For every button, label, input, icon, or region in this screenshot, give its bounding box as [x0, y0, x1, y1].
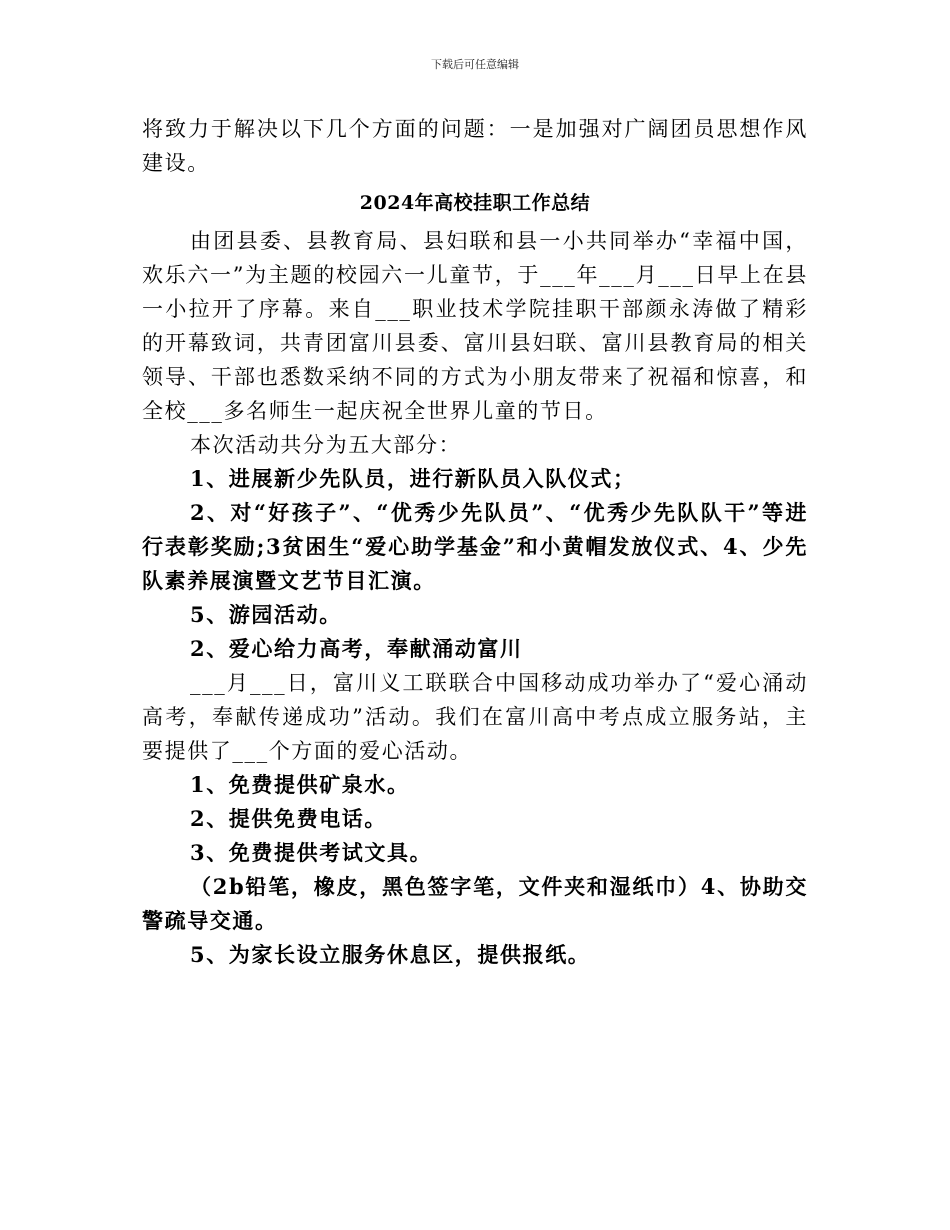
service-item-3: 3、免费提供考试文具。 [190, 840, 433, 865]
intro-paragraph: 将致力于解决以下几个方面的问题：一是加强对广阔团员思想作风建设。 [142, 117, 808, 175]
service-item-4: （2b铅笔，橡皮，黑色签字笔，文件夹和湿纸巾）4、协助交警疏导交通。 [142, 874, 808, 933]
document-title: 2024年高校挂职工作总结 [359, 192, 591, 214]
paragraph-2: 本次活动共分为五大部分： [190, 433, 462, 457]
paragraph-3: ___月___日，富川义工联联合中国移动成功举办了“爱心涌动高考，奉献传递成功”活动。我们在富川高中考点成立服务站，主要提供了___个方面的爱心活动。 [142, 671, 808, 763]
service-item-1: 1、免费提供矿泉水。 [190, 772, 410, 797]
section-2-heading: 2、爱心给力高考，奉献涌动富川 [190, 636, 523, 661]
page-header-note: 下载后可任意编辑 [431, 58, 519, 71]
paragraph-1: 由团县委、县教育局、县妇联和县一小共同举办“幸福中国，欢乐六一”为主题的校园六一儿童节，于___年___月___日早上在县一小拉开了序幕。来自___职业技术学院挂职干部颜永涛做了精彩的开幕致词，共青团富川县委、富川县妇联、富川县教育局的相关领导、干部也悉数采纳不同的方式为小朋友带来了祝福和惊喜，和全校___多名师生一起庆祝全世界儿童的节日。 [142, 229, 808, 423]
list-item-1: 1、进展新少先队员，进行新队员入队仪式； [190, 466, 636, 491]
service-item-2: 2、提供免费电话。 [190, 806, 388, 831]
list-item-5: 5、游园活动。 [190, 602, 342, 627]
list-item-2: 2、对“好孩子”、“优秀少先队员”、“优秀少先队队干”等进行表彰奖励;3贫困生“爱心助学基金”和小黄帽发放仪式、4、少先队素养展演暨文艺节目汇演。 [142, 500, 808, 593]
document-body [142, 112, 808, 972]
service-item-5: 5、为家长设立服务休息区，提供报纸。 [190, 942, 591, 967]
